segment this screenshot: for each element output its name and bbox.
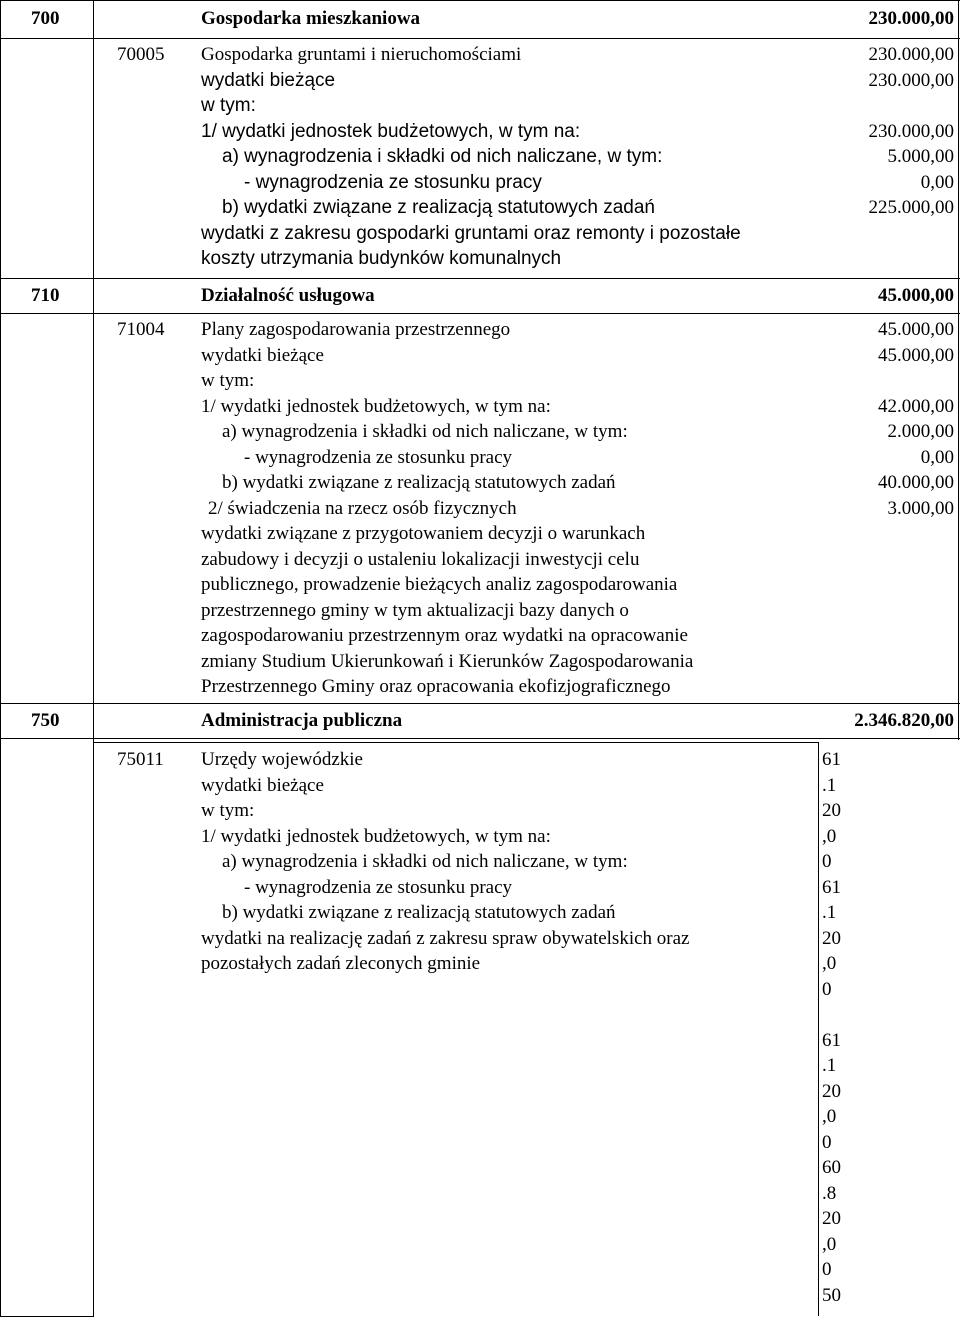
amount-fragment: ,0	[822, 1106, 837, 1127]
amount: 0,00	[920, 171, 954, 193]
text-line: b) wydatki związane z realizacją statutowych zadań	[222, 197, 655, 218]
amount-fragment: .1	[822, 1055, 837, 1076]
amount-fragment: .1	[822, 902, 837, 923]
table-border-left	[0, 0, 1, 1316]
amount-fragment: 61	[822, 876, 841, 898]
amount-fragment: .1	[822, 774, 837, 796]
subsection-code: 75011	[117, 749, 164, 770]
text-line: wydatki bieżące	[201, 69, 336, 91]
text-line: zmiany Studium Ukierunkowań i Kierunków Zagospodarowania	[201, 650, 694, 672]
text-line: 1/ wydatki jednostek budżetowych, w tym na:	[201, 120, 581, 142]
text-line: 1/ wydatki jednostek budżetowych, w tym na:	[201, 395, 551, 417]
text-line: b) wydatki związane z realizacją statutowych zadań	[222, 902, 616, 923]
subsection-lines	[201, 42, 741, 272]
amount-fragment: 0	[822, 851, 832, 872]
text-line: - wynagrodzenia ze stosunku pracy	[244, 876, 513, 898]
column-divider	[93, 0, 94, 1316]
text-line: a) wynagrodzenia i składki od nich naliczane, w tym:	[222, 146, 663, 167]
amount-fragment: 61	[822, 1029, 841, 1051]
amount: 230.000,00	[868, 44, 954, 65]
text-line: zabudowy i decyzji o ustaleniu lokalizacji inwestycji celu	[201, 548, 640, 570]
amount	[878, 368, 954, 394]
section-amount: 230.000,00	[868, 8, 954, 29]
amount-fragment: 61	[822, 749, 841, 770]
amount-fragment: 20	[822, 1208, 841, 1229]
text-line: a) wynagrodzenia i składki od nich naliczane, w tym:	[222, 851, 628, 872]
section-title: Gospodarka mieszkaniowa	[201, 8, 421, 29]
amount: 0,00	[920, 446, 954, 468]
text-line: wydatki z zakresu gospodarki gruntami oraz remonty i pozostałe	[201, 222, 741, 244]
subsection-amounts	[869, 42, 955, 221]
amount-fragment: 20	[822, 927, 841, 949]
text-line: - wynagrodzenia ze stosunku pracy	[244, 446, 513, 468]
amount-fragment: 0	[822, 1131, 832, 1153]
section-title: Działalność usługowa	[201, 285, 375, 306]
amount-fragment: 0	[822, 978, 832, 1000]
row-divider	[93, 742, 818, 743]
amount-fragment: 20	[822, 1080, 841, 1102]
text-line: publicznego, prowadzenie bieżących analiz zagospodarowania	[201, 574, 678, 595]
table-border-right	[958, 0, 959, 740]
text-line: pozostałych zadań zleconych gminie	[201, 953, 481, 974]
row-divider	[0, 38, 960, 39]
amount-fragment: ,0	[822, 953, 837, 974]
section-code: 750	[31, 710, 60, 731]
text-line: wydatki bieżące	[201, 774, 324, 796]
text-line: koszty utrzymania budynków komunalnych	[201, 248, 562, 269]
subsection-amounts	[878, 317, 954, 521]
amount: 42.000,00	[878, 395, 954, 417]
column-divider	[818, 742, 819, 1316]
text-line: Przestrzennego Gminy oraz opracowania ekofizjograficznego	[201, 676, 671, 697]
section-title: Administracja publiczna	[201, 710, 403, 731]
amount: 230.000,00	[868, 69, 954, 91]
table-border-top	[0, 0, 960, 1]
row-divider	[0, 738, 960, 739]
text-line: zagospodarowaniu przestrzennym oraz wydatki na opracowanie	[201, 625, 688, 646]
text-line: - wynagrodzenia ze stosunku pracy	[244, 171, 542, 193]
row-divider	[0, 313, 960, 314]
amount-fragment: 0	[822, 1259, 832, 1280]
section-amount: 45.000,00	[878, 285, 954, 306]
amount: 3.000,00	[887, 497, 954, 519]
amount: 5.000,00	[887, 146, 954, 167]
text-line: przestrzennego gminy w tym aktualizacji bazy danych o	[201, 599, 629, 621]
row-divider	[0, 278, 960, 279]
text-line: Plany zagospodarowania przestrzennego	[201, 319, 511, 340]
amount-fragment: 50	[822, 1284, 841, 1306]
text-line: 2/ świadczenia na rzecz osób fizycznych	[208, 497, 517, 519]
subsection-amount-fragments	[822, 747, 841, 1308]
amount: 45.000,00	[878, 344, 954, 366]
amount-fragment: .8	[822, 1182, 837, 1204]
text-line: a) wynagrodzenia i składki od nich naliczane, w tym:	[222, 421, 628, 442]
amount-fragment: 60	[822, 1157, 841, 1178]
amount-fragment: 20	[822, 800, 841, 821]
amount-fragment: ,0	[822, 1233, 837, 1255]
text-line: b) wydatki związane z realizacją statutowych zadań	[222, 472, 616, 493]
text-line: 1/ wydatki jednostek budżetowych, w tym na:	[201, 825, 551, 847]
text-line: w tym:	[201, 95, 256, 116]
section-code: 700	[31, 8, 60, 29]
subsection-code: 71004	[117, 319, 165, 340]
text-line: w tym:	[201, 800, 255, 821]
subsection-lines	[201, 317, 693, 700]
text-line: Gospodarka gruntami i nieruchomościami	[201, 44, 522, 65]
amount	[869, 93, 955, 119]
row-divider	[0, 703, 960, 704]
text-line: w tym:	[201, 370, 255, 391]
text-line: wydatki związane z przygotowaniem decyzji o warunkach	[201, 523, 646, 544]
amount: 45.000,00	[878, 319, 954, 340]
section-code: 710	[31, 285, 60, 306]
amount: 2.000,00	[887, 421, 954, 442]
amount: 230.000,00	[868, 120, 954, 142]
section-amount: 2.346.820,00	[854, 710, 954, 731]
text-line: wydatki bieżące	[201, 344, 324, 366]
text-line: Urzędy wojewódzkie	[201, 749, 363, 770]
text-line: wydatki na realizację zadań z zakresu spraw obywatelskich oraz	[201, 927, 690, 949]
amount: 225.000,00	[868, 197, 954, 218]
table-border-bottom	[0, 1316, 94, 1317]
amount: 40.000,00	[878, 472, 954, 493]
amount-fragment	[822, 1002, 841, 1028]
amount-fragment: ,0	[822, 825, 837, 847]
subsection-lines	[201, 747, 689, 977]
subsection-code: 70005	[117, 44, 165, 65]
